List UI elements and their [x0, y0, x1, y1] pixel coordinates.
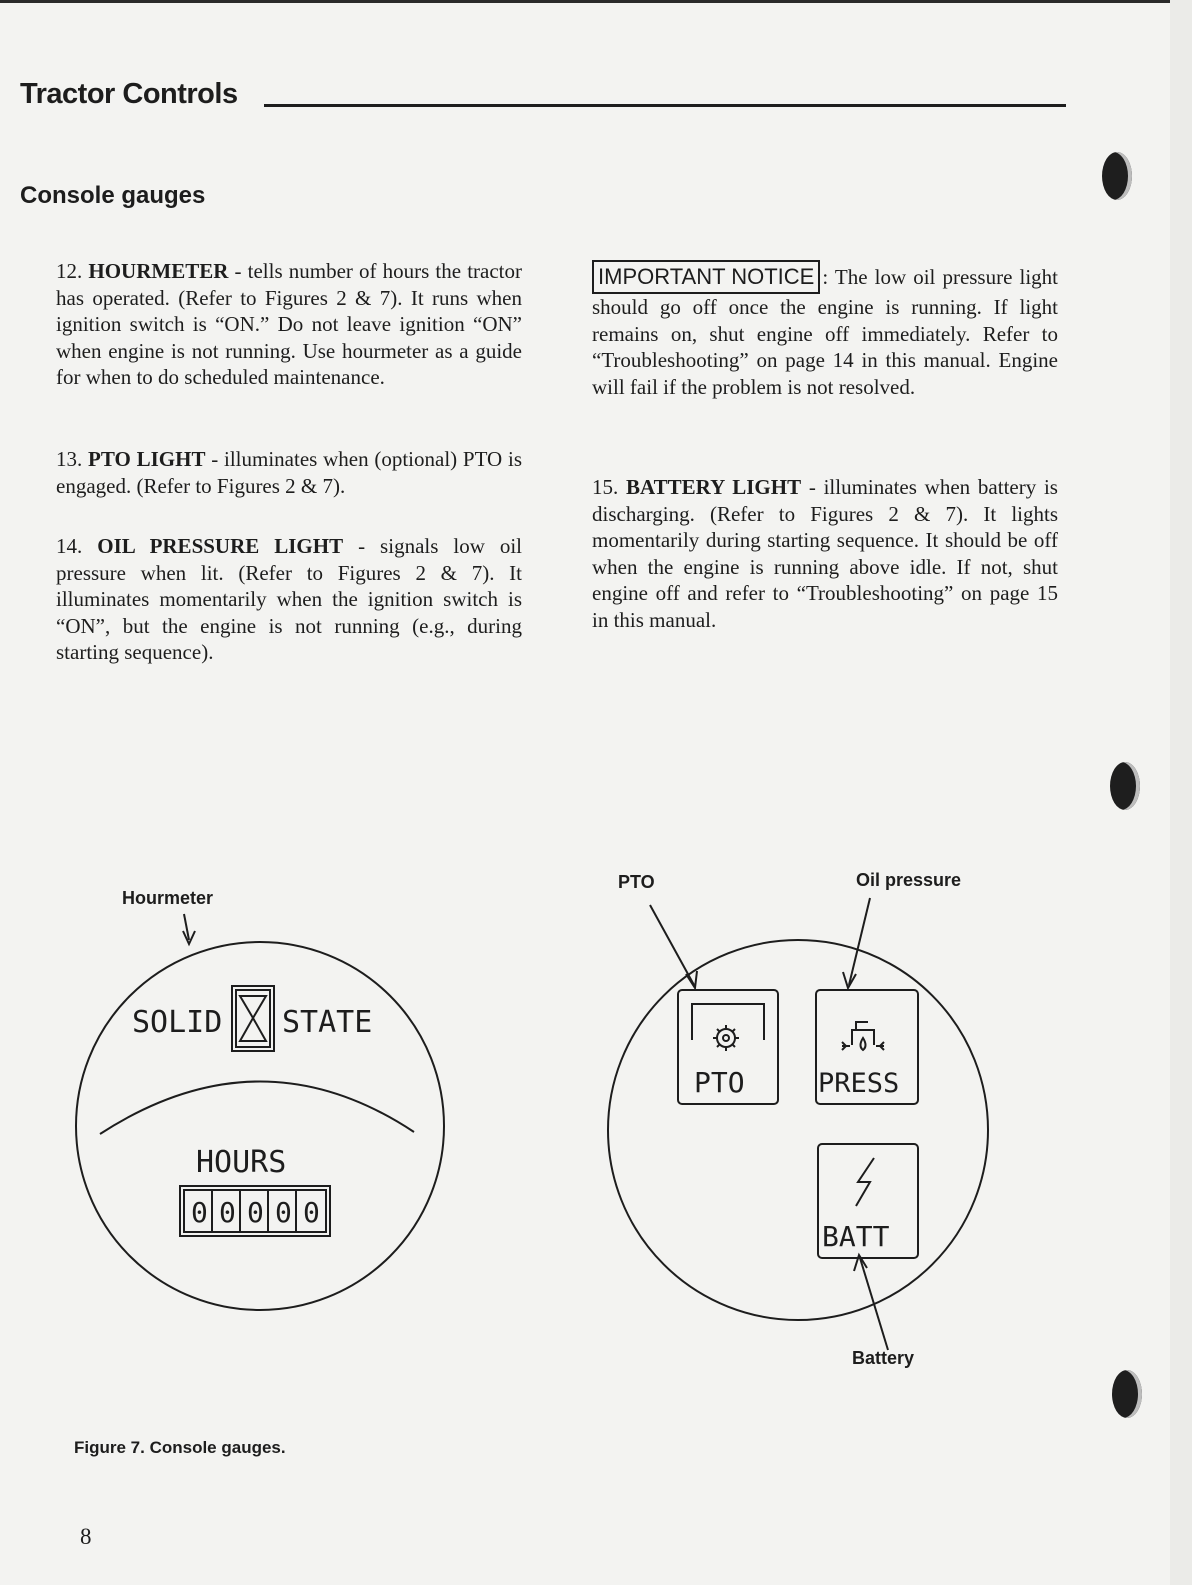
hours-text: HOURS	[196, 1145, 287, 1180]
important-notice-label: IMPORTANT NOTICE	[592, 260, 820, 294]
counter-digit: 0	[219, 1196, 236, 1229]
figure-caption: Figure 7. Console gauges.	[74, 1438, 286, 1457]
lightning-bolt-icon	[856, 1158, 874, 1206]
item-battery-light: 15. BATTERY LIGHT - illuminates when battery is discharging. (Refer to Figures 2 & 7). It lights momentarily during starting sequence. It should be off when the engine is running above idle. If not, shut engine off and refer to “Troubleshooting” on page 15 in this manual.	[592, 475, 1058, 632]
item-oil-pressure-light: 14. OIL PRESSURE LIGHT - signals low oil pressure when lit. (Refer to Figures 2 & 7). It illuminates momentarily when the ignition switch is “ON”, but the engine is not running (e.g., during starting sequence).	[56, 534, 523, 664]
state-text: STATE	[282, 1005, 373, 1040]
warning-lights-dial	[608, 940, 988, 1320]
oil-pointer-line	[849, 898, 870, 985]
battery-pointer-line	[860, 1258, 888, 1350]
item-pto-light: 13. PTO LIGHT - illuminates when (optional) PTO is engaged. (Refer to Figures 2 & 7).	[56, 447, 522, 498]
important-notice: IMPORTANT NOTICE : The low oil pressure light should go off once the engine is running. If light remains on, shut engine off immediately. Refer to “Troubleshooting” on page 14 in this manual. Engine will fail if the problem is not resolved.	[592, 260, 1058, 400]
pto-indicator-text: PTO	[694, 1066, 745, 1099]
hourmeter-dial	[76, 942, 444, 1310]
counter-digit: 0	[191, 1196, 208, 1229]
press-indicator-text: PRESS	[818, 1068, 900, 1099]
counter-digit: 0	[275, 1196, 292, 1229]
section-title: Console gauges	[20, 182, 206, 209]
battery-label: Battery	[852, 1348, 915, 1368]
item-hourmeter: 12. HOURMETER - tells number of hours the tractor has operated. (Refer to Figures 2 & 7). It runs when ignition switch is “ON.” Do not leave ignition “ON” when engine is not running. Use hourmeter as a guide for when to do scheduled maintenance.	[56, 259, 523, 389]
solid-text: SOLID	[132, 1005, 223, 1040]
oil-pressure-label: Oil pressure	[856, 870, 962, 890]
pto-pointer-line	[650, 905, 694, 985]
page-header-title: Tractor Controls	[20, 78, 238, 110]
counter-digit: 0	[303, 1196, 320, 1229]
counter-digit: 0	[247, 1196, 264, 1229]
dial-arc	[100, 1081, 414, 1134]
oil-can-icon	[852, 1022, 874, 1045]
hourmeter-label: Hourmeter	[122, 888, 214, 908]
pto-label: PTO	[618, 872, 655, 892]
batt-indicator-text: BATT	[822, 1220, 890, 1253]
page-number: 8	[80, 1524, 92, 1549]
hourglass-icon	[240, 996, 266, 1041]
